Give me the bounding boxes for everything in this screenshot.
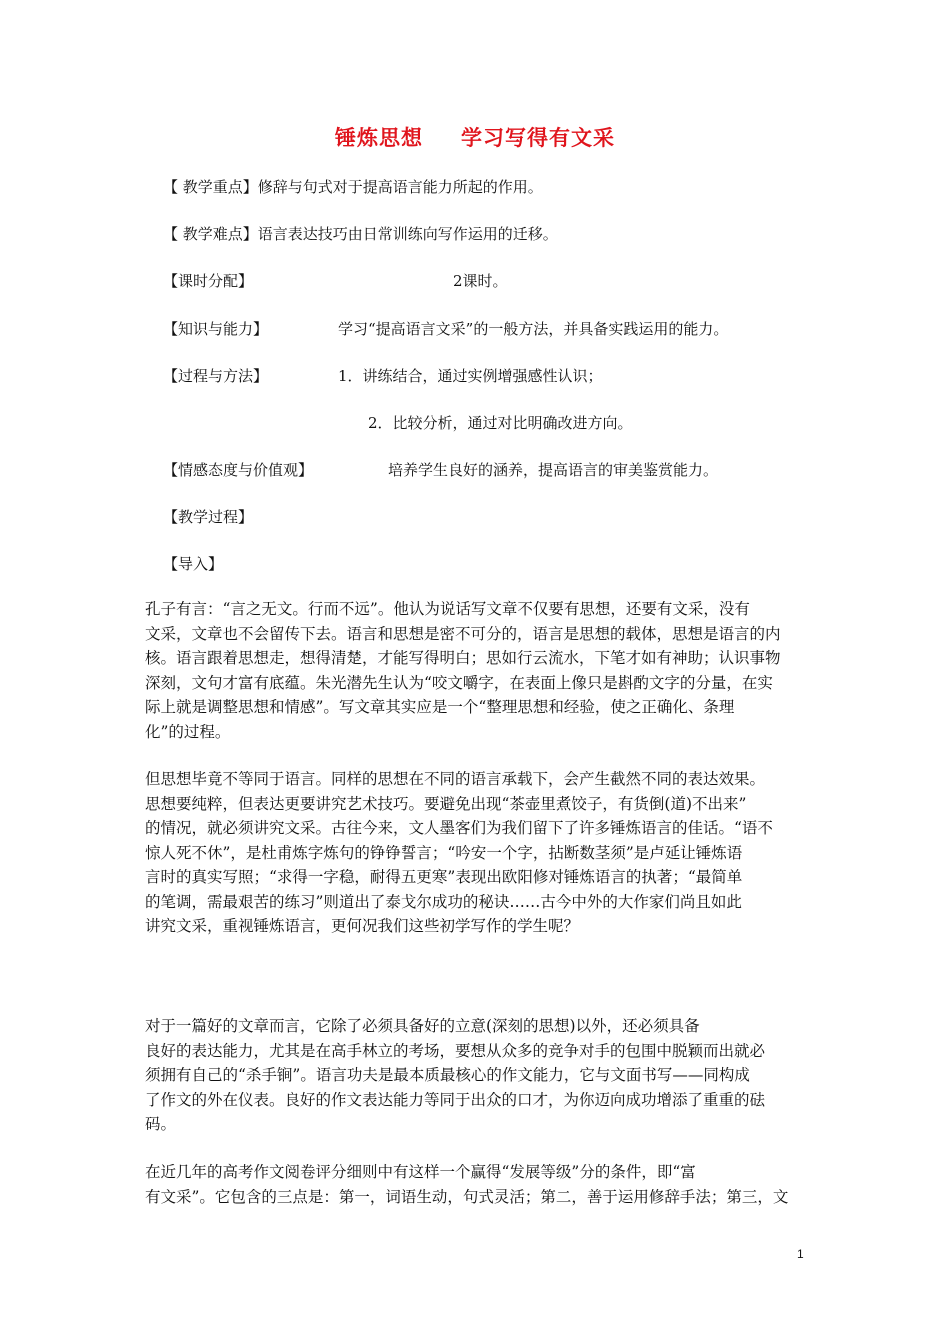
page-number: 1 [797,1247,804,1261]
paragraph-line: 深刻，文句才富有底蕴。朱光潜先生认为“咬文嚼字，在表面上像只是斟酌文字的分量，在实 [145,673,773,692]
paragraph-3 [145,1014,809,1137]
paragraph-line: 际上就是调整思想和情感”。写文章其实应是一个“整理思想和经验，使之正确化、条理 [145,698,735,716]
paragraph-line: 惊人死不休”，是杜甫炼字炼句的铮铮誓言；“吟安一个字，拈断数茎须”是卢延让锤炼语 [145,843,743,862]
paragraph-line: 讲究文采，重视锤炼语言，更何况我们这些初学写作的学生呢？ [145,917,580,935]
field-class-hours [163,270,508,291]
paragraph-line: 核。语言跟着思想走，想得清楚，才能写得明白；思如行云流水，下笔才如有神助；认识事物 [145,649,781,667]
field-label: 【过程与方法】 [163,367,269,385]
paragraph-1 [145,597,809,744]
field-emotion-values [163,459,719,480]
paragraph-line: 有文采”。它包含的三点是：第一，词语生动，句式灵活；第二，善于运用修辞手法；第三，文 [145,1187,789,1206]
paragraph-line: 的情况，就必须讲究文采。古往今来，文人墨客们为我们留下了许多锤炼语言的佳话。“语不 [145,819,773,837]
field-label: 【 教学重点】 [163,178,258,196]
paragraph-line: 须拥有自己的“杀手锏”。语言功夫是最本质最核心的作文能力，它与文面书写——同构成 [145,1066,750,1084]
field-value: 修辞与句式对于提高语言能力所起的作用。 [257,178,543,196]
field-teaching-difficulty [163,223,558,244]
paragraph-line: 了作文的外在仪表。良好的作文表达能力等同于出众的口才，为你迈向成功增添了重重的砝 [145,1090,766,1109]
section-teaching-process [163,506,253,527]
paragraph-4 [145,1160,809,1209]
field-value-1: 1．讲练结合，通过实例增强感性认识； [338,367,603,385]
paragraph-line: 文采，文章也不会留传下去。语言和思想是密不可分的，语言是思想的载体，思想是语言的内 [145,624,781,643]
field-value: 2课时。 [453,272,508,290]
document-title [0,122,950,152]
paragraph-line: 的笔调，需最艰苦的练习”则道出了泰戈尔成功的秘诀……古今中外的大作家们尚且如此 [145,892,742,911]
paragraph-line: 码。 [145,1115,177,1133]
paragraph-line: 孔子有言：“言之无文。行而不远”。他认为说话写文章不仅要有思想，还要有文采，没有 [145,600,750,618]
paragraph-line: 思想要纯粹，但表达更要讲究艺术技巧。要避免出现“茶壶里煮饺子，有货倒(道)不出来” [145,794,747,813]
field-label: 【课时分配】 [163,272,254,290]
paragraph-line: 但思想毕竟不等同于语言。同样的思想在不同的语言承载下，会产生截然不同的表达效果。 [145,770,766,788]
title-part-1: 锤炼思想 [335,125,423,150]
field-value: 学习“提高语言文采”的一般方法，并具备实践运用的能力。 [338,320,729,338]
paragraph-line: 化”的过程。 [145,722,231,741]
field-value-2: 2．比较分析，通过对比明确改进方向。 [368,414,633,432]
section-intro [163,553,223,574]
paragraph-2 [145,767,809,939]
title-part-2: 学习写得有文采 [461,125,615,150]
paragraph-line: 对于一篇好的文章而言，它除了必须具备好的立意(深刻的思想)以外，还必须具备 [145,1017,700,1035]
paragraph-line: 在近几年的高考作文阅卷评分细则中有这样一个赢得“发展等级”分的条件，即“富 [145,1163,696,1181]
field-label: 【知识与能力】 [163,320,269,338]
field-knowledge-ability [163,318,729,339]
field-value: 语言表达技巧由日常训练向写作运用的迁移。 [257,225,558,243]
field-teaching-focus [163,176,543,197]
field-process-method [163,365,603,386]
field-label: 【情感态度与价值观】 [163,461,314,479]
field-label: 【 教学难点】 [163,225,258,243]
paragraph-line: 良好的表达能力，尤其是在高手林立的考场，要想从众多的竞争对手的包围中脱颖而出就必 [145,1041,766,1060]
section-heading: 【教学过程】 [163,508,254,526]
paragraph-line: 言时的真实写照；“求得一字稳，耐得五更寒”表现出欧阳修对锤炼语言的执著；“最简单 [145,868,743,886]
field-value: 培养学生良好的涵养，提高语言的审美鉴赏能力。 [388,461,719,479]
section-heading: 【导入】 [163,555,224,573]
